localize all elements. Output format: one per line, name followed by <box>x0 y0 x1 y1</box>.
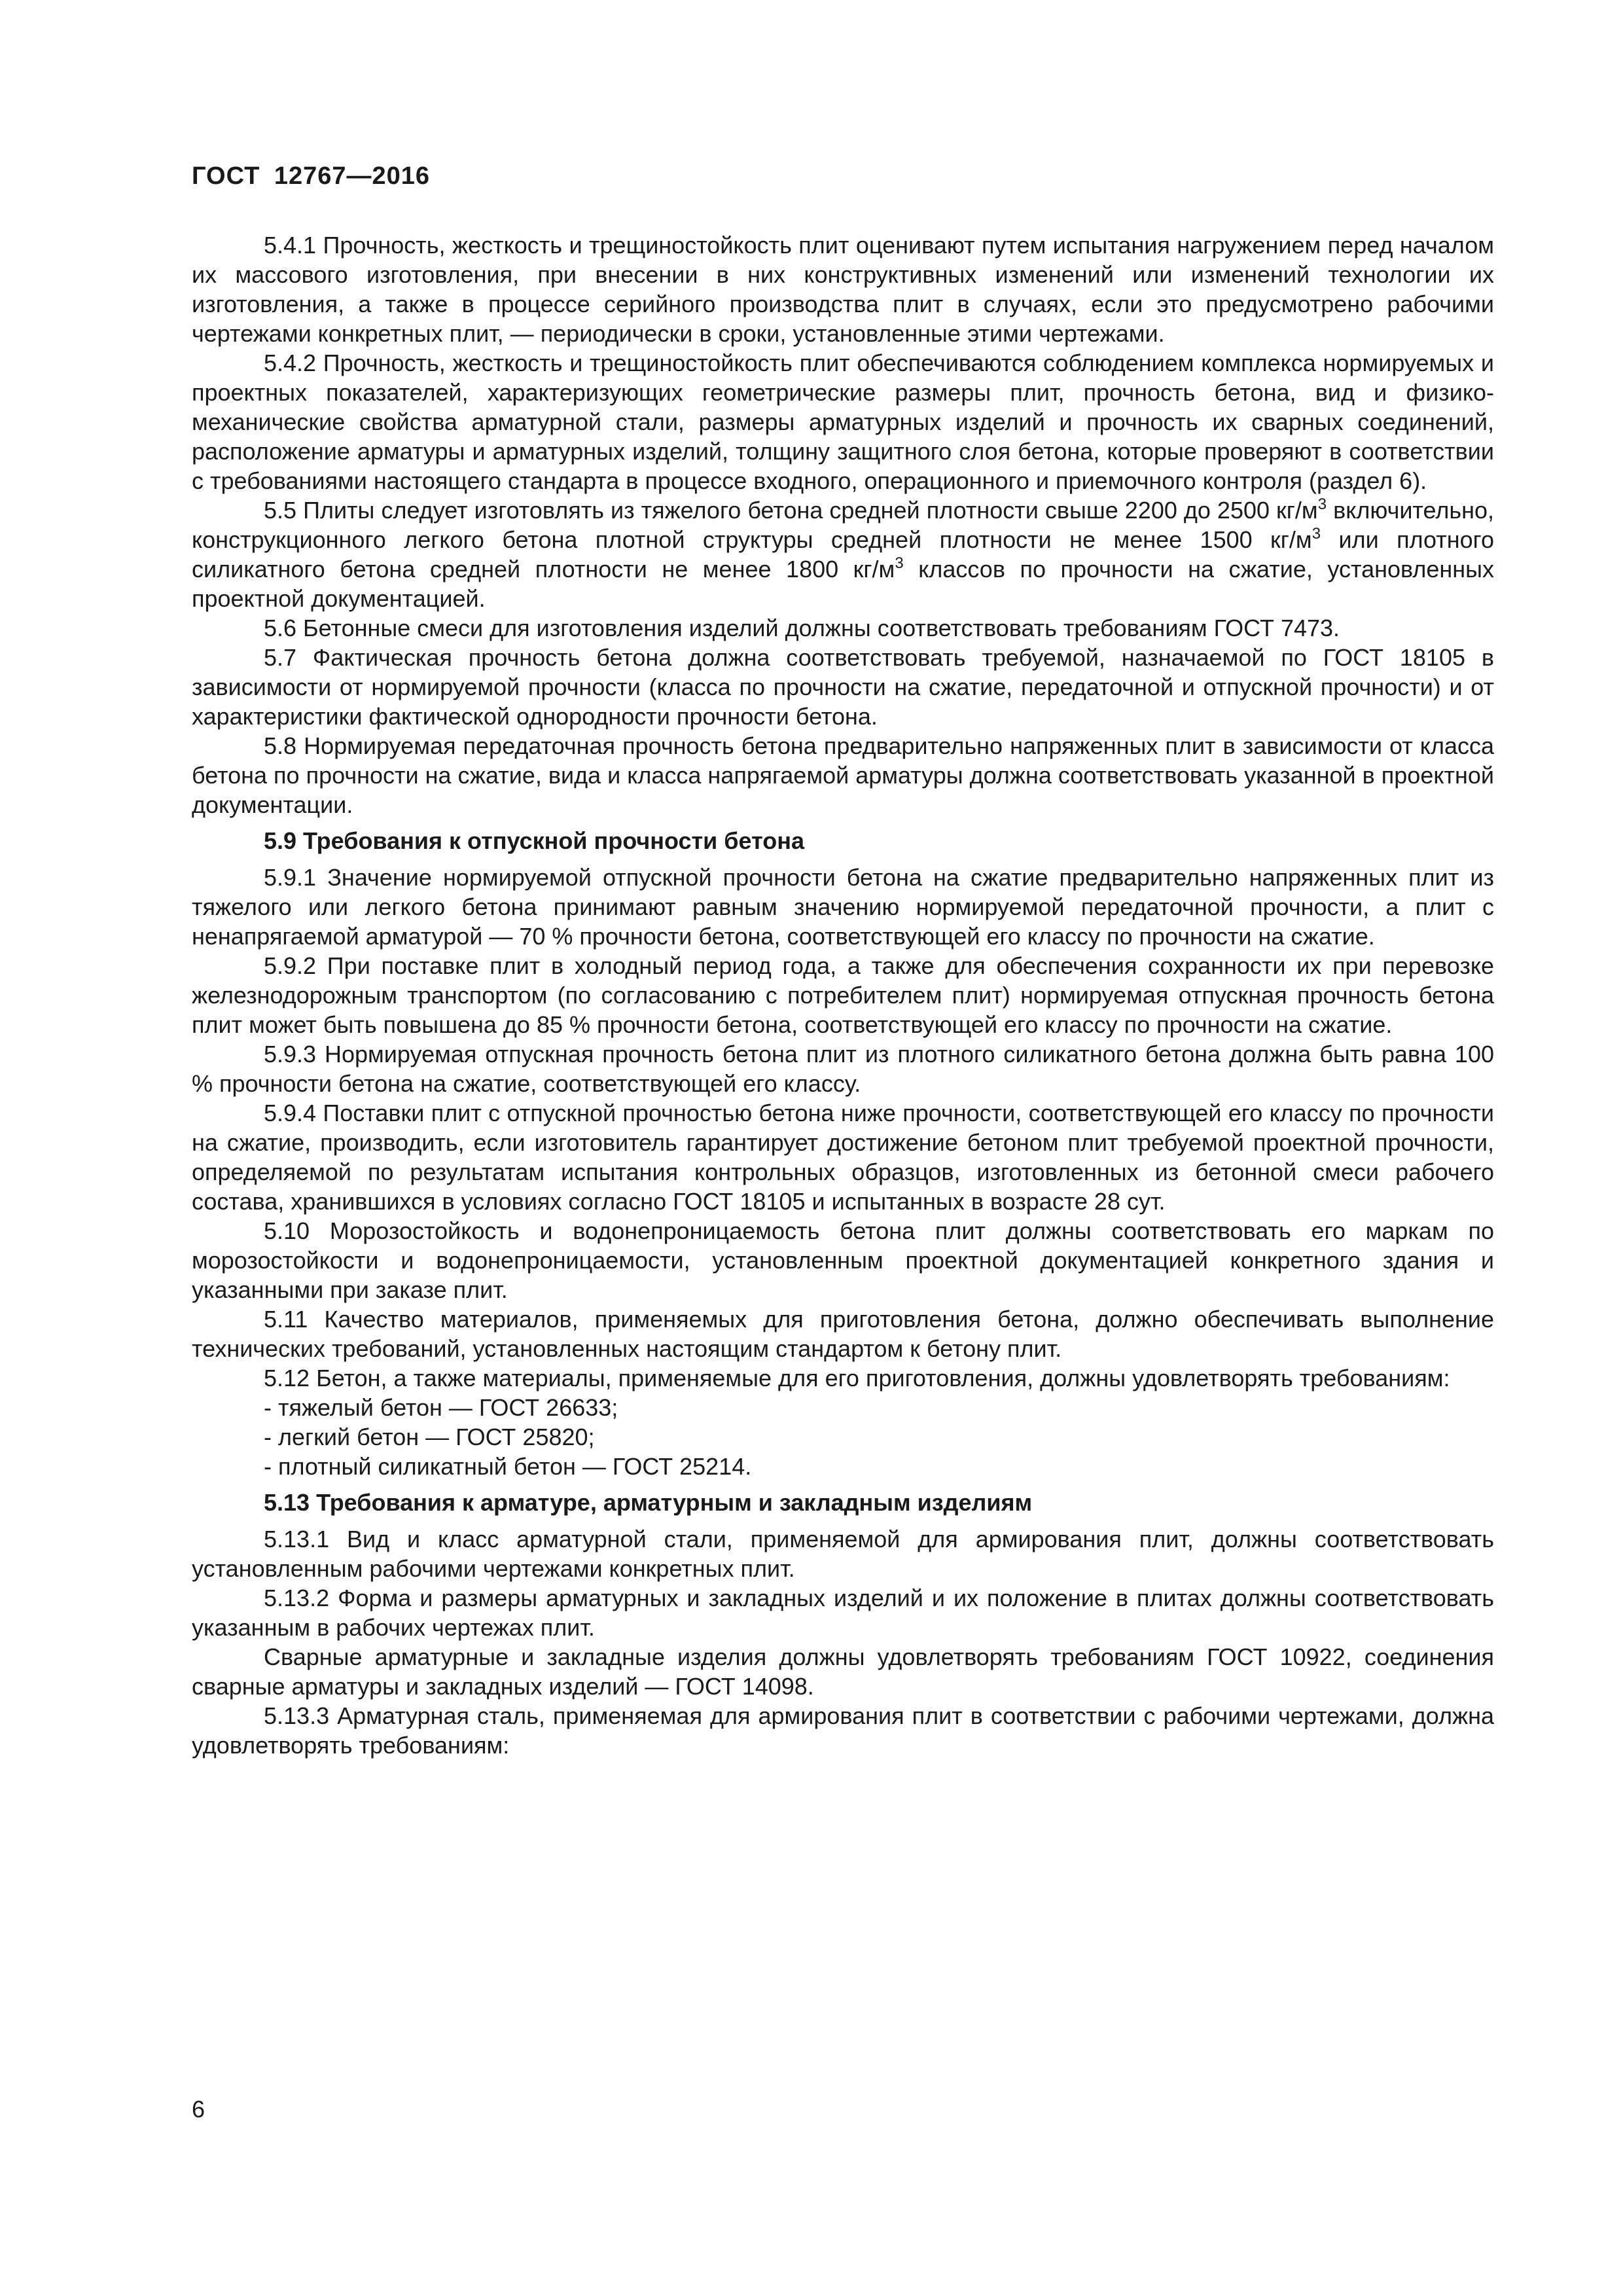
superscript-cubic: 3 <box>1311 525 1321 543</box>
paragraph-5-9-2: 5.9.2 При поставке плит в холодный период года, а также для обеспечения сохранности их при перевозке железнодорожным транспортом (по согласованию с потребителем плит) нормируемая отпускная прочность бетона плит может быть повышена до 85 % прочности бетона, соответствующей его классу по прочности на сжатие. <box>192 952 1494 1038</box>
superscript-cubic: 3 <box>1317 495 1327 513</box>
paragraph-5-4-2: 5.4.2 Прочность, жесткость и трещиностойкость плит обеспечиваются соблюдением комплекса нормируемых и проектных показателей, характеризующих геометрические размеры плит, прочность бетона, вид и физико-механические свойства арматурной стали, размеры арматурных изделий и прочность их сварных соединений, расположение арматуры и арматурных изделий, толщину защитного слоя бетона, которые проверяют в соответствии с требованиями настоящего стандарта в процессе входного, операционного и приемочного контроля (раздел 6). <box>192 350 1494 494</box>
paragraph-5-13-1: 5.13.1 Вид и класс арматурной стали, применяемой для армирования плит, должны соответствовать установленным рабочими чертежами конкретных плит. <box>192 1526 1494 1582</box>
paragraph-5-8: 5.8 Нормируемая передаточная прочность бетона предварительно напряженных плит в зависимости от класса бетона по прочности на сжатие, вида и класса напрягаемой арматуры должна соответствовать указанной в проектной документации. <box>192 732 1494 818</box>
section-heading-5-13: 5.13 Требования к арматуре, арматурным и закладным изделиям <box>264 1489 1033 1516</box>
list-item: - плотный силикатный бетон — ГОСТ 25214. <box>264 1453 752 1480</box>
paragraph-5-4-1: 5.4.1 Прочность, жесткость и трещиностойкость плит оценивают путем испытания нагружением перед началом их массового изготовления, при внесении в них конструктивных изменений или изменений технологии их изготовления, а также в процессе серийного производства плит в случаях, если это предусмотрено рабочими чертежами конкретных плит, — периодически в сроки, установленные этими чертежами. <box>192 232 1494 347</box>
paragraph-5-12: 5.12 Бетон, а также материалы, применяемые для его приготовления, должны удовлетворять требованиям: <box>264 1365 1450 1391</box>
list-item: - тяжелый бетон — ГОСТ 26633; <box>264 1394 618 1421</box>
paragraph-5-13-3: 5.13.3 Арматурная сталь, применяемая для армирования плит в соответствии с рабочими чертежами, должна удовлетворять требованиям: <box>192 1702 1494 1759</box>
paragraph-5-9-4: 5.9.4 Поставки плит с отпускной прочностью бетона ниже прочности, соответствующей его классу по прочности на сжатие, производить, если изготовитель гарантирует достижение бетоном плит требуемой проектной прочности, определяемой по результатам испытания контрольных образцов, изготовленных из бетонной смеси рабочего состава, хранившихся в условиях согласно ГОСТ 18105 и испытанных в возрасте 28 сут. <box>192 1100 1494 1215</box>
paragraph-5-7: 5.7 Фактическая прочность бетона должна соответствовать требуемой, назначаемой по ГОСТ 18105 в зависимости от нормируемой прочности (класса по прочности на сжатие, передаточной и отпускной прочности) и от характеристики фактической однородности прочности бетона. <box>192 644 1494 730</box>
paragraph-5-5-part-d: классов по прочности на сжатие, установленных проектной документацией. <box>192 556 1494 612</box>
paragraph-5-5-part-a: 5.5 Плиты следует изготовлять из тяжелого бетона средней плотности свыше 2200 до 2500 кг/м <box>264 497 1318 524</box>
document-header: ГОСТ 12767—2016 <box>192 162 431 190</box>
section-heading-5-9: 5.9 Требования к отпускной прочности бетона <box>264 827 804 854</box>
paragraph-5-10: 5.10 Морозостойкость и водонепроницаемость бетона плит должны соответствовать его маркам по морозостойкости и водонепроницаемости, установленным проектной документацией конкретного здания и указанными при заказе плит. <box>192 1217 1494 1303</box>
paragraph-5-11: 5.11 Качество материалов, применяемых для приготовления бетона, должно обеспечивать выполнение технических требований, установленных настоящим стандартом к бетону плит. <box>192 1306 1494 1362</box>
paragraph-5-5-part-c: или плотного силикатного бетона средней плотности не менее 1800 кг/м <box>192 526 1494 583</box>
superscript-cubic: 3 <box>895 554 904 572</box>
document-body <box>192 230 1494 1760</box>
list-item: - легкий бетон — ГОСТ 25820; <box>264 1424 595 1450</box>
paragraph-5-9-1: 5.9.1 Значение нормируемой отпускной прочности бетона на сжатие предварительно напряженных плит из тяжелого или легкого бетона принимают равным значению нормируемой передаточной прочности, а плит с ненапрягаемой арматурой — 70 % прочности бетона, соответствующей его классу по прочности на сжатие. <box>192 864 1494 950</box>
paragraph-5-9-3: 5.9.3 Нормируемая отпускная прочность бетона плит из плотного силикатного бетона должна быть равна 100 % прочности бетона на сжатие, соответствующей его классу. <box>192 1041 1494 1097</box>
page-number: 6 <box>192 2096 205 2123</box>
paragraph-5-6: 5.6 Бетонные смеси для изготовления изделий должны соответствовать требованиям ГОСТ 7473. <box>264 615 1340 641</box>
paragraph-5-5 <box>192 495 1494 613</box>
paragraph-5-13-2-welded: Сварные арматурные и закладные изделия должны удовлетворять требованиям ГОСТ 10922, соединения сварные арматуры и закладных изделий — ГОСТ 14098. <box>192 1643 1494 1700</box>
paragraph-5-13-2: 5.13.2 Форма и размеры арматурных и закладных изделий и их положение в плитах должны соответствовать указанным в рабочих чертежах плит. <box>192 1585 1494 1641</box>
paragraph-5-5-part-b: включительно, конструкционного легкого бетона плотной структуры средней плотности не менее 1500 кг/м <box>192 497 1495 553</box>
